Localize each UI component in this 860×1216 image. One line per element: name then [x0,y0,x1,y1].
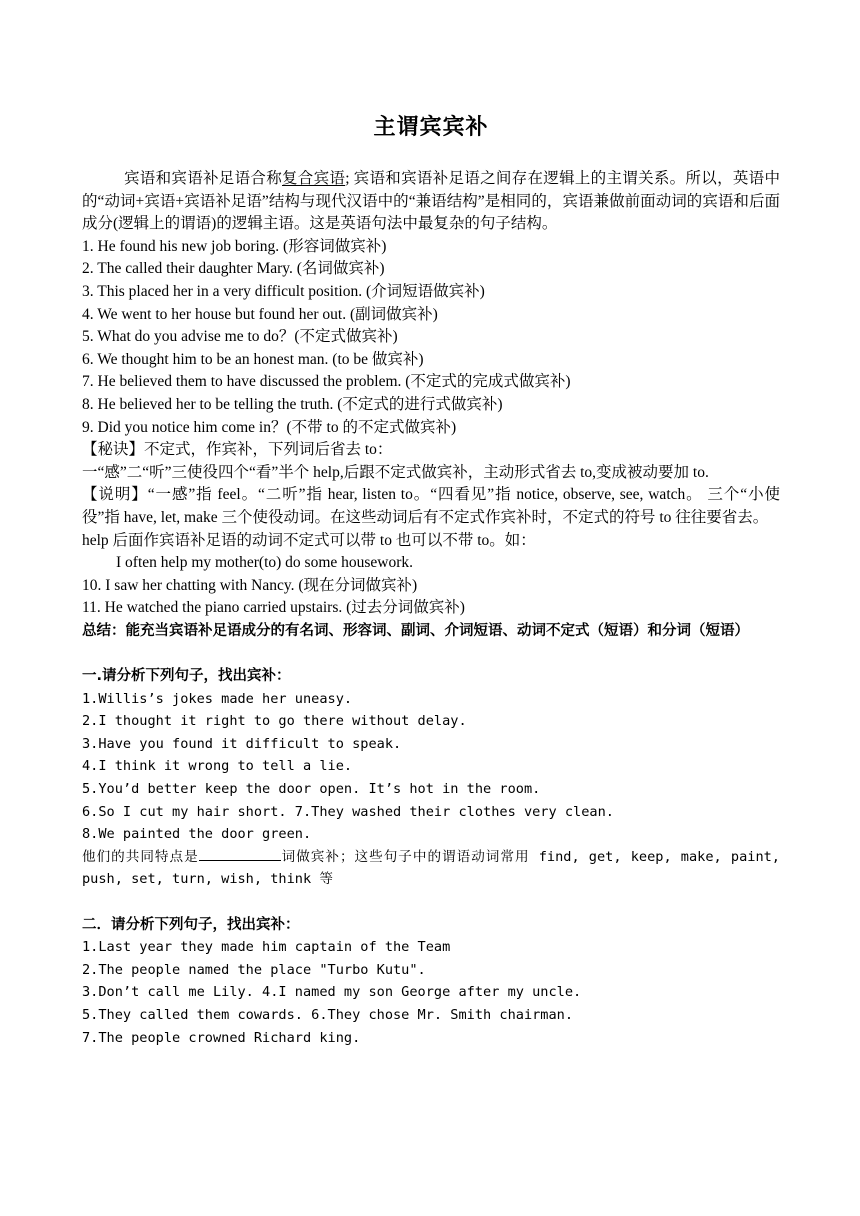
tip-rule: 一“感”二“听”三使役四个“看”半个 help,后跟不定式做宾补，主动形式省去 to,变成被动要加 to. [82,463,709,481]
explanation-paragraph: 【说明】“一感”指 feel。“二听”指 hear, listen to。“四看见”指 notice, observe, see, watch。 三个“小使役”指 have, let, make 三个使役动词。在这些动词后有不定式作宾补时，不定式的符号 to 往往要省去。 [82,486,780,526]
spacer [82,891,780,914]
section1-heading: 一.请分析下列句子，找出宾补： [82,668,291,685]
exercise-line: 3.Don’t call me Lily. 4.I named my son George after my uncle. [82,984,582,1001]
exercise-line: 1.Last year they made him captain of the Team [82,939,451,956]
exercise-line: 5.You’d better keep the door open. It’s hot in the room. [82,781,541,798]
example-line: 7. He believed them to have discussed the problem. (不定式的完成式做宾补) [82,373,571,391]
intro-paragraph [82,168,780,236]
exercise-line: 1.Willis’s jokes made her uneasy. [82,690,353,707]
help-example: I often help my mother(to) do some housework. [116,554,414,572]
note-before: 他们的共同特点是 [82,848,199,865]
document-page [82,108,780,1049]
help-note: help 后面作宾语补足语的动词不定式可以带 to 也可以不带 to。如： [82,531,536,549]
note-after: 词做宾补；这些句子中的谓语动词常用 find, get, keep, make, paint, push, set, turn, wish, think 等 [82,848,780,888]
example-line: 1. He found his new job boring. (形容词做宾补) [82,237,387,255]
example-line: 9. Did you notice him come in？(不带 to 的不定式做宾补) [82,418,457,436]
exercise-line: 5.They called them cowards. 6.They chose Mr. Smith chairman. [82,1006,574,1023]
section2-heading: 二．请分析下列句子，找出宾补： [82,916,300,933]
exercise-line: 7.The people crowned Richard king. [82,1029,361,1046]
example-line: 2. The called their daughter Mary. (名词做宾补) [82,260,385,278]
summary-paragraph: 总结：能充当宾语补足语成分的有名词、形容词、副词、介词短语、动词不定式（短语）和分词（短语） [82,622,749,639]
exercise-line: 3.Have you found it difficult to speak. [82,735,402,752]
example-line: 10. I saw her chatting with Nancy. (现在分词做宾补) [82,576,418,594]
example-line: 8. He believed her to be telling the truth. (不定式的进行式做宾补) [82,395,503,413]
intro-before: 宾语和宾语补足语合称 [124,170,282,187]
exercise-line: 6.So I cut my hair short. 7.They washed their clothes very clean. [82,803,614,820]
example-line: 6. We thought him to be an honest man. (to be 做宾补) [82,350,424,368]
tip-line: 【秘诀】不定式，作宾补，下列词后省去 to： [82,441,393,459]
exercise-line: 2.The people named the place "Turbo Kutu". [82,961,426,978]
exercise-line: 2.I thought it right to go there without delay. [82,713,467,730]
section1-note [82,846,780,891]
exercise-line: 4.I think it wrong to tell a lie. [82,758,353,775]
example-line: 3. This placed her in a very difficult position. (介词短语做宾补) [82,282,485,300]
page-title: 主谓宾宾补 [373,115,489,140]
intro-underlined-term: 复合宾语 [282,170,346,187]
fill-blank [199,846,281,861]
example-line: 4. We went to her house but found her out. (副词做宾补) [82,305,438,323]
spacer [82,642,780,665]
example-line: 11. He watched the piano carried upstairs. (过去分词做宾补) [82,599,465,617]
intro-after: ; 宾语和宾语补足语之间存在逻辑上的主谓关系。所以，英语中的“动词+宾语+宾语补足语”结构与现代汉语中的“兼语结构”是相同的，宾语兼做前面动词的宾语和后面成分(逻辑上的谓语)的逻辑主语。这是英语句法中最复杂的句子结构。 [82,170,780,233]
exercise-line: 8.We painted the door green. [82,826,312,843]
example-line: 5. What do you advise me to do？(不定式做宾补) [82,328,398,346]
